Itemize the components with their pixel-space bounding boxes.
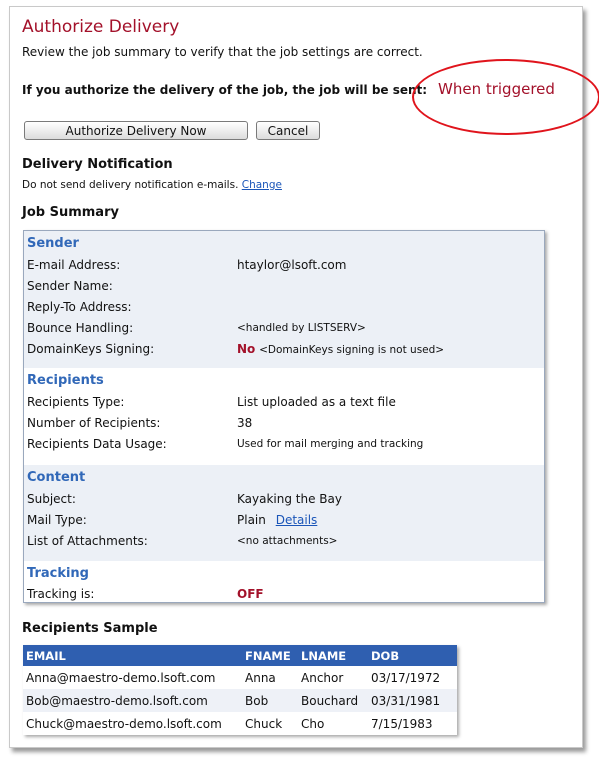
- cell-dob: 03/17/1972: [371, 670, 441, 685]
- bounce-handling-label: Bounce Handling:: [27, 321, 134, 335]
- recipients-sample-table: [23, 645, 457, 735]
- table-row: [23, 666, 457, 689]
- cell-lname: Anchor: [301, 670, 344, 685]
- sender-group-title: Sender: [27, 236, 79, 251]
- cell-lname: Cho: [301, 716, 325, 731]
- cell-fname: Chuck: [245, 716, 283, 731]
- table-header-row: [23, 645, 457, 666]
- attachments-value: <no attachments>: [237, 535, 338, 547]
- domainkeys-value: [237, 342, 444, 356]
- cell-fname: Bob: [242, 689, 298, 712]
- recipients-group: [24, 368, 544, 465]
- recipients-group-title: Recipients: [27, 373, 104, 388]
- domainkeys-label: DomainKeys Signing:: [27, 342, 155, 356]
- column-header-dob: DOB: [368, 645, 457, 666]
- bounce-handling-value: <handled by LISTSERV>: [237, 322, 366, 334]
- sender-name-label: Sender Name:: [27, 279, 113, 293]
- reply-to-label: Reply-To Address:: [27, 300, 132, 314]
- send-timing-label: If you authorize the delivery of the job, the job will be sent:: [22, 83, 428, 97]
- cell-email: Chuck@maestro-demo.lsoft.com: [26, 716, 222, 731]
- table-row: [23, 712, 457, 735]
- authorize-delivery-button[interactable]: Authorize Delivery Now: [24, 121, 248, 140]
- recipients-type-label: Recipients Type:: [27, 395, 125, 409]
- column-header-email: EMAIL: [23, 645, 242, 666]
- notification-status-text: Do not send delivery notification e-mails.: [22, 179, 239, 191]
- cancel-button[interactable]: Cancel: [256, 121, 320, 140]
- column-header-lname: LNAME: [298, 645, 368, 666]
- page-subtitle: Review the job summary to verify that the job settings are correct.: [22, 45, 423, 59]
- sender-group: [24, 231, 544, 368]
- tracking-label: Tracking is:: [27, 587, 95, 601]
- content-group: [24, 465, 544, 561]
- tracking-group-title: Tracking: [27, 566, 89, 581]
- job-summary-box: [23, 230, 545, 603]
- recipients-type-value: List uploaded as a text file: [237, 395, 396, 409]
- mail-type-text: Plain: [237, 513, 266, 527]
- delivery-notification-heading: Delivery Notification: [22, 157, 173, 172]
- mail-type-label: Mail Type:: [27, 513, 87, 527]
- recipient-count-value: 38: [237, 416, 253, 430]
- email-address-value: htaylor@lsoft.com: [237, 258, 347, 272]
- cell-fname: Anna: [245, 670, 276, 685]
- send-timing-value: When triggered: [438, 80, 555, 98]
- highlight-ellipse: [412, 59, 599, 135]
- subject-label: Subject:: [27, 492, 76, 506]
- domainkeys-status: No: [237, 342, 256, 356]
- recipients-sample-heading: Recipients Sample: [22, 621, 158, 636]
- job-summary-heading: Job Summary: [22, 205, 119, 220]
- tracking-value: OFF: [237, 587, 264, 601]
- table-row: [23, 689, 457, 712]
- tracking-group: [24, 561, 544, 602]
- cell-dob: 7/15/1983: [371, 716, 433, 731]
- cell-email: Bob@maestro-demo.lsoft.com: [23, 689, 242, 712]
- content-group-title: Content: [27, 470, 86, 485]
- domainkeys-note: <DomainKeys signing is not used>: [259, 344, 445, 356]
- change-notification-link[interactable]: Change: [241, 179, 282, 191]
- mail-type-value: [237, 513, 317, 527]
- data-usage-label: Recipients Data Usage:: [27, 437, 167, 451]
- page-title: Authorize Delivery: [22, 17, 180, 37]
- column-header-fname: FNAME: [242, 645, 298, 666]
- cell-dob: 03/31/1981: [368, 689, 457, 712]
- mail-type-details-link[interactable]: Details: [275, 513, 318, 527]
- data-usage-value: Used for mail merging and tracking: [237, 438, 424, 450]
- cell-lname: Bouchard: [298, 689, 368, 712]
- cell-email: Anna@maestro-demo.lsoft.com: [26, 670, 216, 685]
- attachments-label: List of Attachments:: [27, 534, 148, 548]
- subject-value: Kayaking the Bay: [237, 492, 342, 506]
- recipient-count-label: Number of Recipients:: [27, 416, 161, 430]
- delivery-notification-text: [22, 179, 282, 191]
- email-address-label: E-mail Address:: [27, 258, 121, 272]
- authorize-delivery-panel: [9, 6, 583, 748]
